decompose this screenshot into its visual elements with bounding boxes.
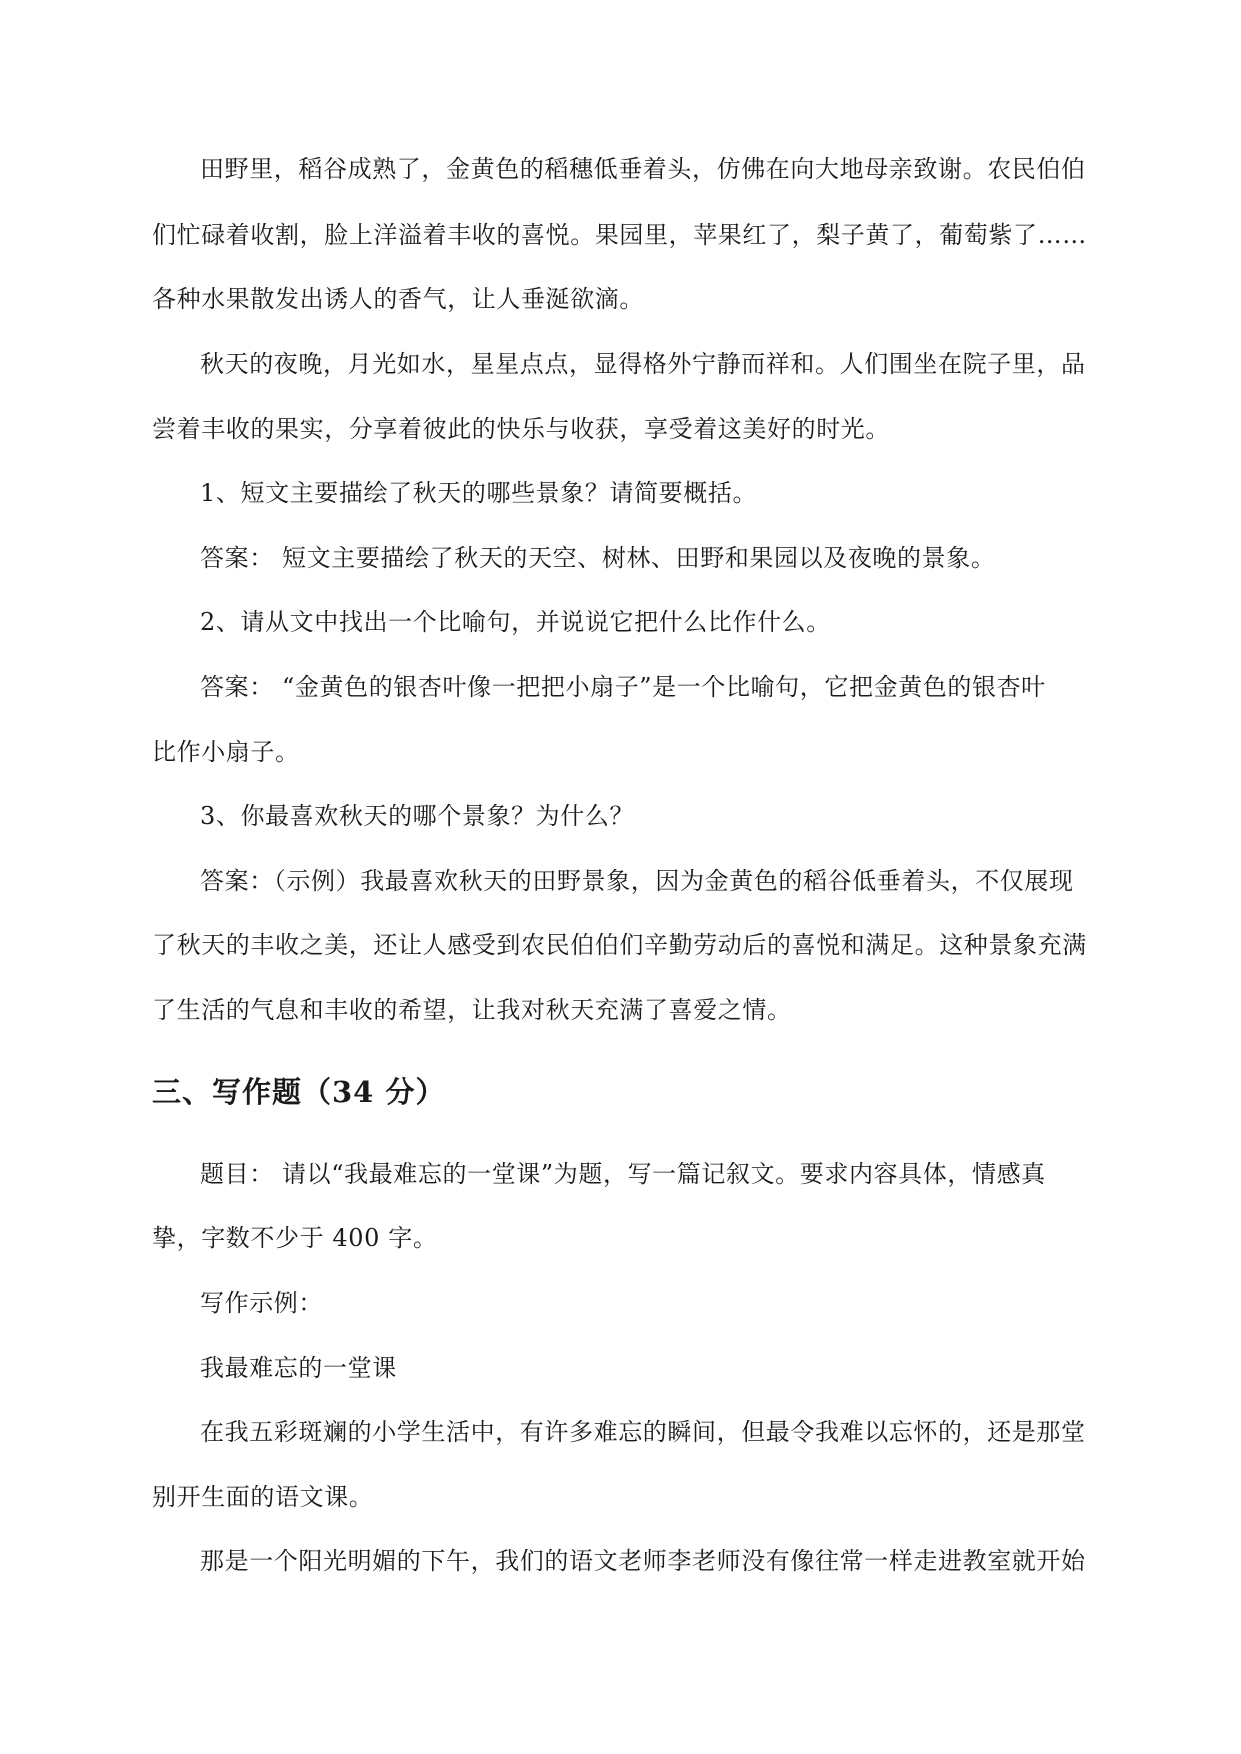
question-1: 1、短文主要描绘了秋天的哪些景象？请简要概括。 bbox=[200, 479, 758, 507]
section-heading: 三、写作题（34 分） bbox=[152, 1075, 446, 1109]
question-3: 3、你最喜欢秋天的哪个景象？为什么？ bbox=[200, 802, 635, 830]
text-line: 田野里，稻谷成熟了，金黄色的稻穗低垂着头，仿佛在向大地母亲致谢。农民伯伯 bbox=[200, 155, 1086, 183]
text-line: 尝着丰收的果实，分享着彼此的快乐与收获，享受着这美好的时光。 bbox=[152, 415, 890, 443]
answer-1: 答案： 短文主要描绘了秋天的天空、树林、田野和果园以及夜晚的景象。 bbox=[200, 544, 996, 572]
answer-3: 了秋天的丰收之美，还让人感受到农民伯伯们辛勤劳动后的喜悦和满足。这种景象充满 bbox=[152, 931, 1087, 959]
writing-prompt: 挚，字数不少于 400 字。 bbox=[152, 1224, 438, 1252]
answer-2: 比作小扇子。 bbox=[152, 738, 300, 766]
answer-3: 答案：（示例）我最喜欢秋天的田野景象，因为金黄色的稻谷低垂着头，不仅展现 bbox=[200, 867, 1074, 895]
answer-3: 了生活的气息和丰收的希望，让我对秋天充满了喜爱之情。 bbox=[152, 996, 792, 1024]
answer-2: 答案： “金黄色的银杏叶像一把把小扇子”是一个比喻句，它把金黄色的银杏叶 bbox=[200, 673, 1046, 701]
essay-line: 别开生面的语文课。 bbox=[152, 1483, 374, 1511]
example-label: 写作示例： bbox=[200, 1289, 323, 1317]
essay-line: 在我五彩斑斓的小学生活中，有许多难忘的瞬间，但最令我难以忘怀的，还是那堂 bbox=[200, 1418, 1086, 1446]
text-line: 各种水果散发出诱人的香气，让人垂涎欲滴。 bbox=[152, 285, 644, 313]
text-line: 秋天的夜晚，月光如水，星星点点，显得格外宁静而祥和。人们围坐在院子里，品 bbox=[200, 350, 1086, 378]
writing-prompt: 题目： 请以“我最难忘的一堂课”为题，写一篇记叙文。要求内容具体，情感真 bbox=[200, 1160, 1046, 1188]
question-2: 2、请从文中找出一个比喻句，并说说它把什么比作什么。 bbox=[200, 608, 831, 636]
text-line: 们忙碌着收割，脸上洋溢着丰收的喜悦。果园里，苹果红了，梨子黄了，葡萄紫了…… bbox=[152, 221, 1087, 249]
essay-line: 那是一个阳光明媚的下午，我们的语文老师李老师没有像往常一样走进教室就开始 bbox=[200, 1547, 1086, 1575]
essay-title: 我最难忘的一堂课 bbox=[200, 1354, 397, 1382]
